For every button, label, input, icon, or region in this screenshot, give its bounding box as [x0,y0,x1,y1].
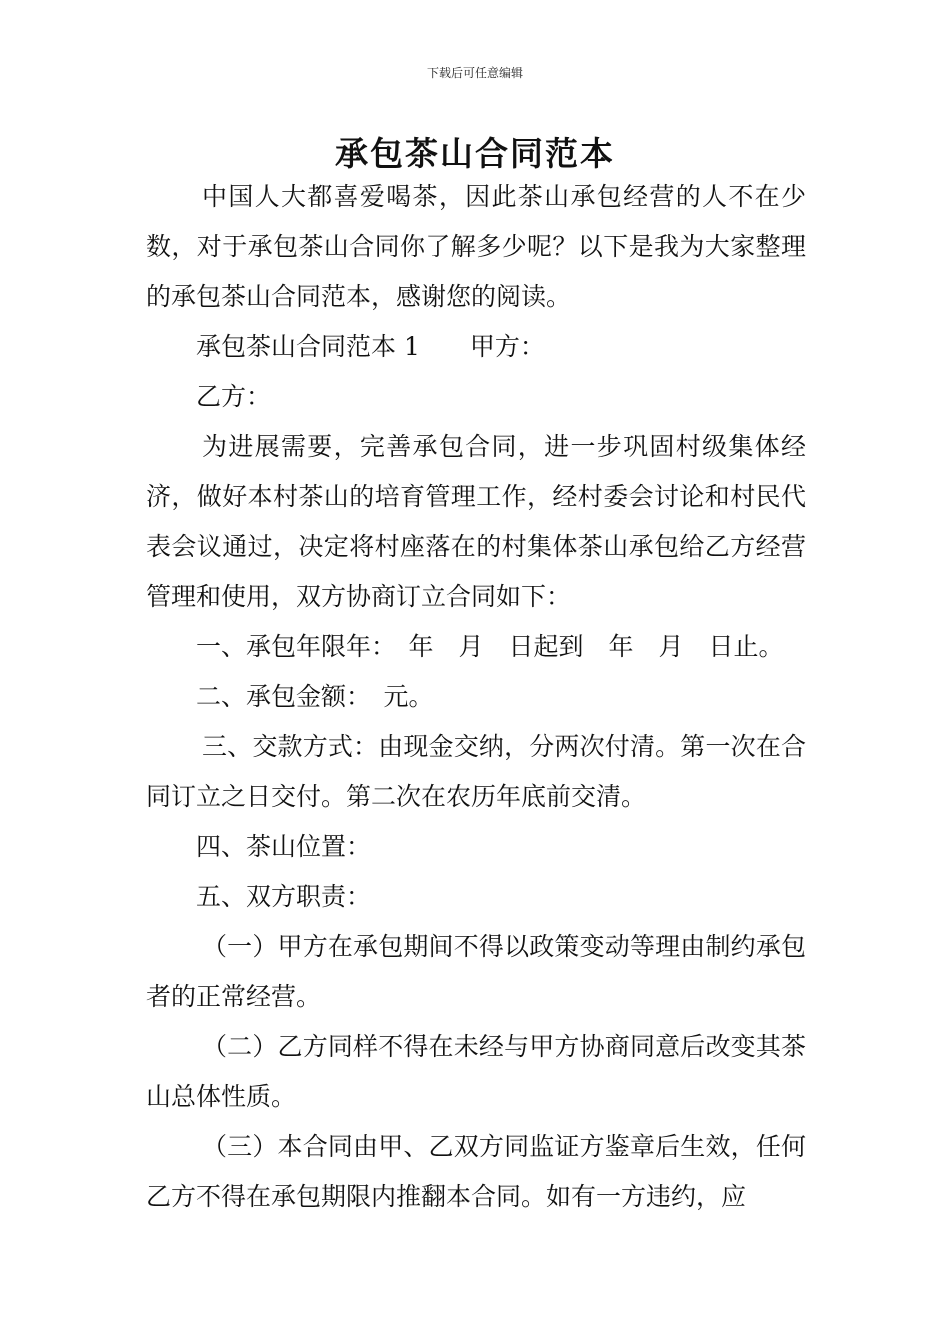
section-heading-party-a: 承包茶山合同范本 1 甲方： [196,332,545,361]
clause-location: 四、茶山位置： [196,832,372,861]
clause-term: 一、承包年限年： 年 月 日起到 年 月 日止。 [196,632,784,661]
document-body [146,172,806,1222]
clause-amount: 二、承包金额： 元。 [196,682,434,711]
duty-item-1: （一）甲方在承包期间不得以政策变动等理由制约承包者的正常经营。 [146,932,806,1011]
duty-item-2: （二）乙方同样不得在未经与甲方协商同意后改变其茶山总体性质。 [146,1032,806,1111]
header-note: 下载后可任意编辑 [426,66,523,80]
document-title: 承包茶山合同范本 [335,134,615,173]
purpose-paragraph: 为进展需要，完善承包合同，进一步巩固村级集体经济，做好本村茶山的培育管理工作，经村委会讨论和村民代表会议通过，决定将村座落在的村集体茶山承包给乙方经营管理和使用，双方协商订立合同如下： [146,432,806,611]
clause-payment: 三、交款方式：由现金交纳，分两次付清。第一次在合同订立之日交付。第二次在农历年底前交清。 [146,732,806,811]
duty-item-3: （三）本合同由甲、乙双方同监证方鉴章后生效，任何乙方不得在承包期限内推翻本合同。如有一方违约，应 [146,1132,806,1211]
party-b-line: 乙方： [196,382,272,411]
intro-paragraph: 中国人大都喜爱喝茶，因此茶山承包经营的人不在少数，对于承包茶山合同你了解多少呢？以下是我为大家整理的承包茶山合同范本，感谢您的阅读。 [146,182,806,311]
clause-duties: 五、双方职责： [196,882,372,911]
